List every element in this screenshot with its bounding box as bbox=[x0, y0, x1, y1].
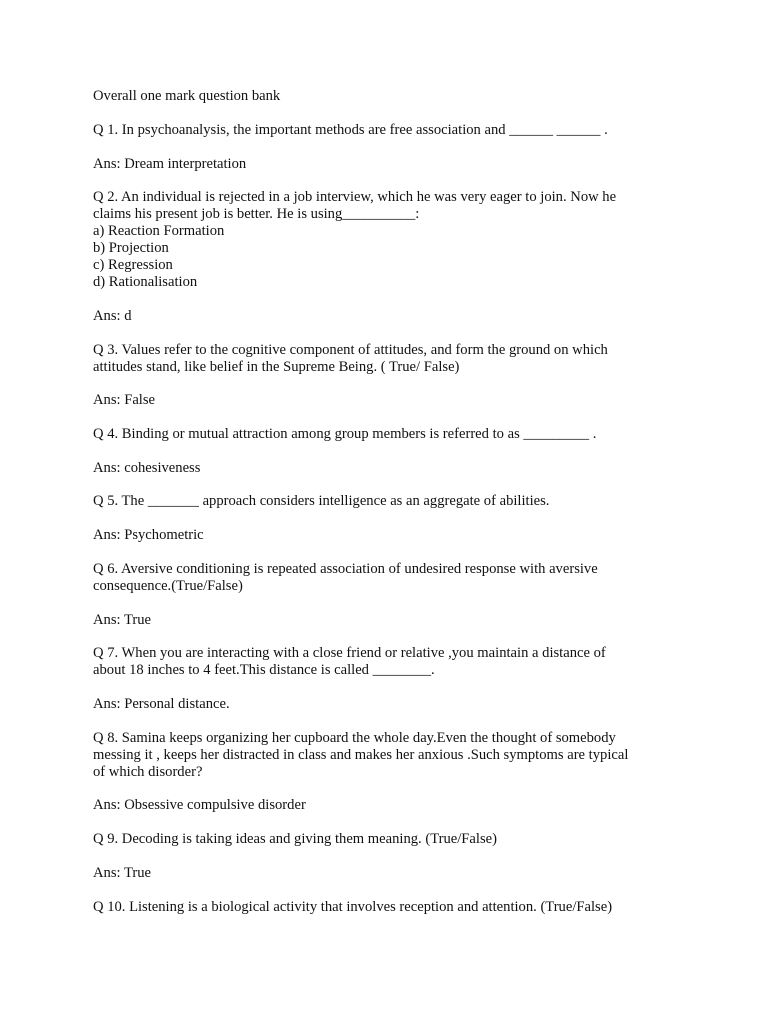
question-8-line-2: messing it , keeps her distracted in class and makes her anxious .Such symptoms are typical bbox=[93, 747, 629, 763]
answer-8: Ans: Obsessive compulsive disorder bbox=[93, 797, 306, 813]
question-9: Q 9. Decoding is taking ideas and giving them meaning. (True/False) bbox=[93, 831, 497, 847]
question-2-line-2: claims his present job is better. He is using__________: bbox=[93, 206, 420, 222]
question-2-option-c: c) Regression bbox=[93, 257, 173, 273]
answer-2: Ans: d bbox=[93, 308, 132, 324]
question-7-line-2: about 18 inches to 4 feet.This distance is called ________. bbox=[93, 662, 435, 678]
answer-4: Ans: cohesiveness bbox=[93, 460, 201, 476]
answer-6: Ans: True bbox=[93, 612, 151, 628]
question-6-line-1: Q 6. Aversive conditioning is repeated association of undesired response with aversive bbox=[93, 561, 598, 577]
question-8-line-1: Q 8. Samina keeps organizing her cupboard the whole day.Even the thought of somebody bbox=[93, 730, 616, 746]
answer-7: Ans: Personal distance. bbox=[93, 696, 230, 712]
answer-9: Ans: True bbox=[93, 865, 151, 881]
question-2-option-b: b) Projection bbox=[93, 240, 169, 256]
answer-1: Ans: Dream interpretation bbox=[93, 156, 247, 172]
question-3-line-2: attitudes stand, like belief in the Supreme Being. ( True/ False) bbox=[93, 359, 460, 375]
answer-3: Ans: False bbox=[93, 392, 156, 408]
document-title: Overall one mark question bank bbox=[93, 88, 281, 104]
question-2-option-d: d) Rationalisation bbox=[93, 274, 198, 290]
answer-5: Ans: Psychometric bbox=[93, 527, 204, 543]
question-8-line-3: of which disorder? bbox=[93, 764, 203, 780]
question-6-line-2: consequence.(True/False) bbox=[93, 578, 243, 594]
question-2-line-1: Q 2. An individual is rejected in a job interview, which he was very eager to join. Now he bbox=[93, 189, 617, 205]
question-5: Q 5. The _______ approach considers intelligence as an aggregate of abilities. bbox=[93, 493, 550, 509]
question-3-line-1: Q 3. Values refer to the cognitive component of attitudes, and form the ground on which bbox=[93, 342, 608, 358]
question-1: Q 1. In psychoanalysis, the important methods are free association and ______ ______ . bbox=[93, 122, 608, 138]
question-2-option-a: a) Reaction Formation bbox=[93, 223, 225, 239]
question-7-line-1: Q 7. When you are interacting with a close friend or relative ,you maintain a distance of bbox=[93, 645, 606, 661]
question-10: Q 10. Listening is a biological activity that involves reception and attention. (True/False) bbox=[93, 899, 613, 915]
question-4: Q 4. Binding or mutual attraction among group members is referred to as _________ . bbox=[93, 426, 597, 442]
